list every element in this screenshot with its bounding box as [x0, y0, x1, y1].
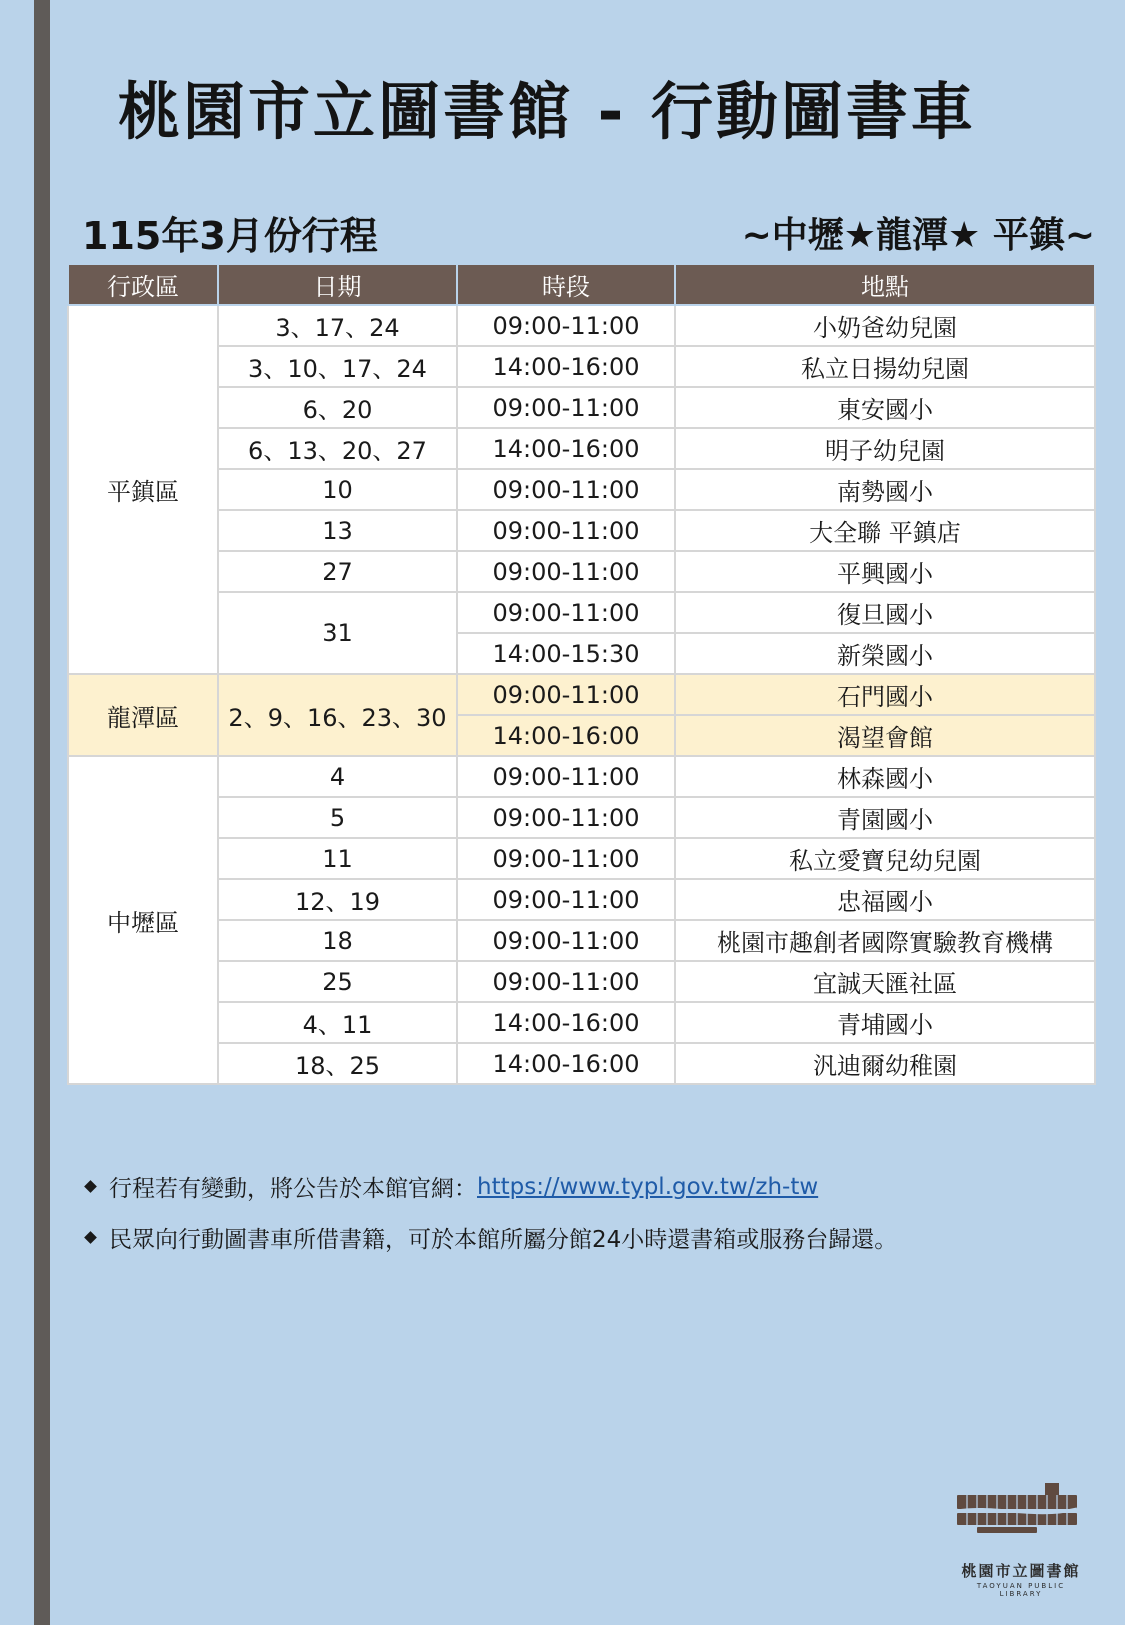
logo-name: 桃園市立圖書館: [961, 1562, 1081, 1580]
place-cell: 青埔國小: [675, 1002, 1095, 1043]
time-cell: 14:00-16:00: [457, 346, 675, 387]
time-cell: 09:00-11:00: [457, 469, 675, 510]
place-cell: 青園國小: [675, 797, 1095, 838]
date-cell: 27: [218, 551, 457, 592]
date-cell: 4、11: [218, 1002, 457, 1043]
time-cell: 09:00-11:00: [457, 387, 675, 428]
website-link[interactable]: https://www.typl.gov.tw/zh-tw: [477, 1173, 819, 1200]
table-header-row: [68, 264, 1095, 305]
header-time: 時段: [457, 264, 675, 305]
place-cell: 渴望會館: [675, 715, 1095, 756]
time-cell: 09:00-11:00: [457, 920, 675, 961]
date-cell: 13: [218, 510, 457, 551]
place-cell: 新榮國小: [675, 633, 1095, 674]
time-cell: 09:00-11:00: [457, 797, 675, 838]
time-cell: 09:00-11:00: [457, 756, 675, 797]
table-row: [68, 428, 1095, 469]
time-cell: 14:00-16:00: [457, 428, 675, 469]
table-row: [68, 838, 1095, 879]
table-row: [68, 592, 1095, 633]
time-cell: 14:00-16:00: [457, 1043, 675, 1084]
side-bar: [34, 0, 50, 1625]
place-cell: 平興國小: [675, 551, 1095, 592]
page-title: 桃園市立圖書館 - 行動圖書車: [118, 75, 976, 148]
place-cell: 復旦國小: [675, 592, 1095, 633]
place-cell: 汎迪爾幼稚園: [675, 1043, 1095, 1084]
note-website: [82, 1170, 897, 1203]
schedule-body: [68, 305, 1095, 1084]
place-cell: 石門國小: [675, 674, 1095, 715]
header-district: 行政區: [68, 264, 218, 305]
table-row: [68, 756, 1095, 797]
place-cell: 小奶爸幼兒園: [675, 305, 1095, 346]
place-cell: 私立日揚幼兒園: [675, 346, 1095, 387]
place-cell: 林森國小: [675, 756, 1095, 797]
table-row: [68, 674, 1095, 715]
place-cell: 南勢國小: [675, 469, 1095, 510]
table-row: [68, 961, 1095, 1002]
date-cell: 5: [218, 797, 457, 838]
date-cell: 31: [218, 592, 457, 674]
place-cell: 宜誠天匯社區: [675, 961, 1095, 1002]
schedule-title: 115年3月份行程: [82, 214, 378, 258]
table-row: [68, 510, 1095, 551]
date-cell: 6、20: [218, 387, 457, 428]
notes: [82, 1170, 897, 1272]
table-row: [68, 551, 1095, 592]
district-cell: 平鎮區: [68, 305, 218, 674]
table-row: [68, 920, 1095, 961]
time-cell: 14:00-16:00: [457, 1002, 675, 1043]
table-row: [68, 879, 1095, 920]
header-date: 日期: [218, 264, 457, 305]
time-cell: 09:00-11:00: [457, 510, 675, 551]
time-cell: 09:00-11:00: [457, 838, 675, 879]
time-cell: 14:00-16:00: [457, 715, 675, 756]
diamond-bullet-icon: [84, 1231, 97, 1244]
logo-subtitle: TAOYUAN PUBLIC LIBRARY: [976, 1582, 1066, 1598]
table-row: [68, 469, 1095, 510]
date-cell: 12、19: [218, 879, 457, 920]
table-row: [68, 1043, 1095, 1084]
table-row: [68, 346, 1095, 387]
date-cell: 18、25: [218, 1043, 457, 1084]
note-text: 民眾向行動圖書車所借書籍，可於本館所屬分館24小時還書箱或服務台歸還。: [109, 1227, 898, 1253]
district-cell: 龍潭區: [68, 674, 218, 756]
place-cell: 忠福國小: [675, 879, 1095, 920]
date-cell: 4: [218, 756, 457, 797]
place-cell: 東安國小: [675, 387, 1095, 428]
diamond-bullet-icon: [84, 1180, 97, 1193]
place-cell: 桃園市趣創者國際實驗教育機構: [675, 920, 1095, 961]
date-cell: 6、13、20、27: [218, 428, 457, 469]
date-cell: 3、17、24: [218, 305, 457, 346]
header-place: 地點: [675, 264, 1095, 305]
areas-title: ~中壢★龍潭★ 平鎮~: [741, 215, 1095, 256]
time-cell: 09:00-11:00: [457, 551, 675, 592]
date-cell: 18: [218, 920, 457, 961]
table-row: [68, 305, 1095, 346]
date-cell: 25: [218, 961, 457, 1002]
district-cell: 中壢區: [68, 756, 218, 1084]
note-text: 行程若有變動，將公告於本館官網：: [109, 1176, 477, 1202]
table-row: [68, 797, 1095, 838]
table-row: [68, 387, 1095, 428]
date-cell: 11: [218, 838, 457, 879]
time-cell: 09:00-11:00: [457, 961, 675, 1002]
schedule-table: [67, 263, 1096, 1085]
place-cell: 私立愛寶兒幼兒園: [675, 838, 1095, 879]
date-cell: 3、10、17、24: [218, 346, 457, 387]
date-cell: 10: [218, 469, 457, 510]
date-cell: 2、9、16、23、30: [218, 674, 457, 756]
time-cell: 09:00-11:00: [457, 674, 675, 715]
time-cell: 14:00-15:30: [457, 633, 675, 674]
place-cell: 大全聯 平鎮店: [675, 510, 1095, 551]
time-cell: 09:00-11:00: [457, 305, 675, 346]
note-return: [82, 1221, 897, 1254]
time-cell: 09:00-11:00: [457, 592, 675, 633]
table-row: [68, 1002, 1095, 1043]
time-cell: 09:00-11:00: [457, 879, 675, 920]
place-cell: 明子幼兒園: [675, 428, 1095, 469]
